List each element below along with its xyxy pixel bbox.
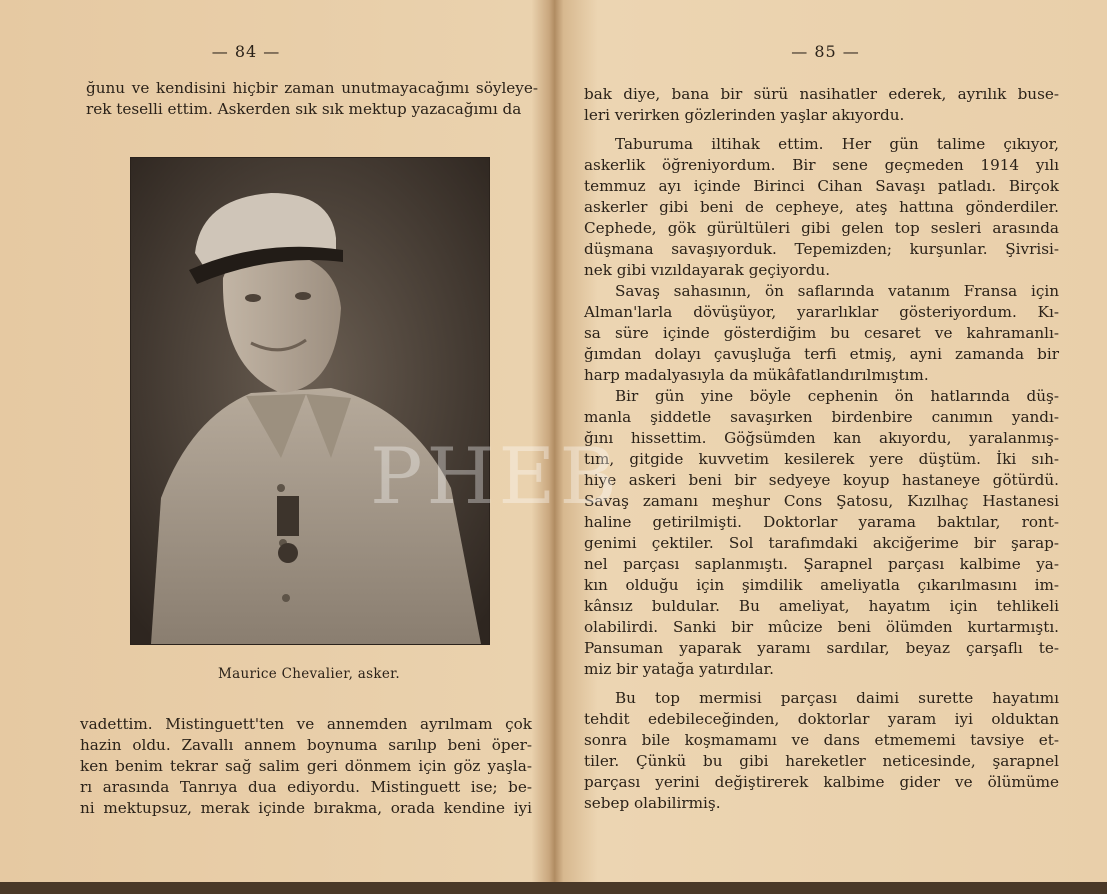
text-line: parçası yerini değiştirerek kalbime gider ve ölümüme — [584, 773, 1059, 791]
soldier-photo — [130, 157, 490, 645]
text-line: ni mektupsuz, merak içinde bırakma, orada kendine iyi — [80, 799, 532, 817]
text-line: Alman'larla dövüşüyor, yararlıklar gösteriyordum. Kı- — [584, 303, 1059, 321]
paragraph-gap — [584, 126, 1059, 134]
right-page — [556, 0, 1107, 884]
text-line: ğımdan dolayı çavuşluğa terfi etmiş, ayni zamanda bir — [584, 345, 1059, 363]
page-bottom-edge — [0, 882, 1107, 894]
text-line: harp madalyasıyla da mükâfatlandırılmıştım. — [584, 366, 929, 384]
left-top-text — [86, 78, 538, 120]
soldier-portrait-image — [131, 158, 489, 644]
text-line: haline getirilmişti. Doktorlar yarama baktılar, ront- — [584, 513, 1059, 531]
text-line: kânsız buldular. Bu ameliyat, hayatım için tehlikeli — [584, 597, 1059, 615]
text-line: Bir gün yine böyle cephenin ön hatlarında düş- — [615, 387, 1059, 405]
text-line: Taburuma iltihak ettim. Her gün talime çıkıyor, — [615, 135, 1059, 153]
text-line: tehdit edebileceğinden, doktorlar yaram iyi olduktan — [584, 710, 1059, 728]
watermark: PHEB — [370, 432, 621, 522]
text-line: tiler. Çünkü bu gibi hareketler neticesinde, şarapnel — [584, 752, 1059, 770]
text-line: rek teselli ettim. Askerden sık sık mektup yazacağımı da — [86, 100, 522, 118]
text-line: temmuz ayı içinde Birinci Cihan Savaşı patladı. Birçok — [584, 177, 1059, 195]
text-line: askerler gibi beni de cepheye, ateş hattına gönderdiler. — [584, 198, 1059, 216]
left-bottom-text — [80, 714, 532, 819]
photo-caption: Maurice Chevalier, asker. — [218, 666, 400, 682]
text-line: nel parçası saplanmıştı. Şarapnel parçası kalbime ya- — [584, 555, 1059, 573]
text-line: leri verirken gözlerinden yaşlar akıyordu. — [584, 106, 905, 124]
text-line: ğını hissettim. Göğsümden kan akıyordu, yaralanmış- — [584, 429, 1059, 447]
text-line: hiye askeri beni bir sedyeye koyup hastaneye götürdü. — [584, 471, 1059, 489]
text-line: nek gibi vızıldayarak geçiyordu. — [584, 261, 831, 279]
text-line: olabilirdi. Sanki bir mûcize beni ölümden kurtarmıştı. — [584, 618, 1059, 636]
text-line: vadettim. Mistinguett'ten ve annemden ayrılmam çok — [80, 715, 532, 733]
text-line: Bu top mermisi parçası daimi surette hayatımı — [615, 689, 1059, 707]
text-line: manla şiddetle savaşırken birdenbire canımın yandı- — [584, 408, 1059, 426]
text-line: tım, gitgide kuvvetim kesilerek yere düştüm. İki sıh- — [584, 450, 1059, 468]
text-line: düşmana savaşıyorduk. Tepemizden; kurşunlar. Şivrisi- — [584, 240, 1059, 258]
page-number-left: — 84 — — [211, 42, 281, 61]
text-line: bak diye, bana bir sürü nasihatler ederek, ayrılık buse- — [584, 85, 1059, 103]
text-line: Savaş sahasının, ön saflarında vatanım Fransa için — [615, 282, 1059, 300]
right-text — [584, 84, 1059, 814]
text-line: Savaş zamanı meşhur Cons Şatosu, Kızılhaç Hastanesi — [584, 492, 1059, 510]
text-line: sebep olabilirmiş. — [584, 794, 721, 812]
text-line: hazin oldu. Zavallı annem boynuma sarılıp beni öper- — [80, 736, 532, 754]
text-line: sa süre içinde gösterdiğim bu cesaret ve kahramanlı- — [584, 324, 1059, 342]
text-line: Cephede, gök gürültüleri gibi gelen top sesleri arasında — [584, 219, 1059, 237]
page-number-right: — 85 — — [791, 42, 860, 61]
text-line: sonra bile koşmamamı ve dans etmememi tavsiye et- — [584, 731, 1059, 749]
text-line: ğunu ve kendisini hiçbir zaman unutmayacağımı söyleye- — [86, 79, 538, 97]
text-line: ken benim tekrar sağ salim geri dönmem için göz yaşla- — [80, 757, 532, 775]
paragraph-gap — [584, 680, 1059, 688]
text-line: rı arasında Tanrıya dua ediyordu. Mistinguett ise; be- — [80, 778, 532, 796]
text-line: Pansuman yaparak yaramı sardılar, beyaz çarşaflı te- — [584, 639, 1059, 657]
text-line: askerlik öğreniyordum. Bir sene geçmeden 1914 yılı — [584, 156, 1059, 174]
text-line: genimi çektiler. Sol tarafımdaki akciğerime bir şarap- — [584, 534, 1059, 552]
text-line: miz bir yatağa yatırdılar. — [584, 660, 774, 678]
text-line: kın olduğu için şimdilik ameliyatla çıkarılmasını im- — [584, 576, 1059, 594]
